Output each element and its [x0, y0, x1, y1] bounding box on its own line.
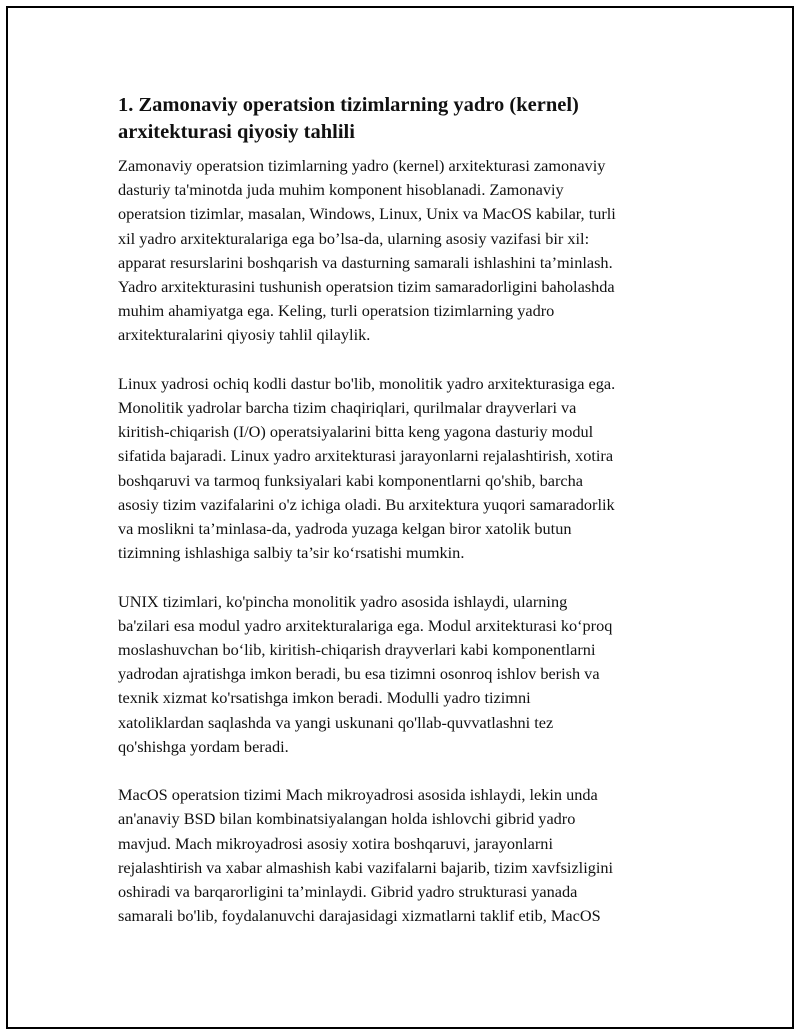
heading-line: 1. Zamonaviy operatsion tizimlarning yadro (kernel) — [118, 94, 579, 116]
text-line: Zamonaviy operatsion tizimlarning yadro (kernel) arxitekturasi zamonaviy — [118, 156, 606, 175]
text-line: muhim ahamiyatga ega. Keling, turli operatsion tizimlarning yadro — [118, 301, 555, 321]
text-line: UNIX tizimlari, ko'pincha monolitik yadro asosida ishlaydi, ularning — [118, 591, 568, 611]
text-line: moslashuvchan bo‘lib, kiritish-chiqarish drayverlari kabi komponentlarni — [118, 640, 596, 660]
text-line: kiritish-chiqarish (I/O) operatsiyalarini bitta keng yagona dasturiy modul — [118, 422, 594, 442]
text-line: sifatida bajaradi. Linux yadro arxitekturasi jarayonlarni rejalashtirish, xotira — [118, 446, 614, 466]
section-heading — [118, 92, 698, 146]
text-line: Monolitik yadrolar barcha tizim chaqiriqlari, qurilmalar drayverlari va — [118, 398, 577, 418]
text-line: an'anaviy BSD bilan kombinatsiyalangan holda ishlovchi gibrid yadro — [118, 809, 576, 829]
text-line: oshiradi va barqarorligini ta’minlaydi. Gibrid yadro strukturasi yanada — [118, 882, 578, 902]
text-line: boshqaruvi va tarmoq funksiyalari kabi komponentlarni qo'shib, barcha — [118, 470, 584, 490]
text-line: yadrodan ajratishga imkon beradi, bu esa tizimni osonroq ishlov berish va — [118, 664, 600, 684]
text-line: rejalashtirish va xabar almashish kabi vazifalarni bajarib, tizim xavfsizligini — [118, 857, 614, 877]
text-line: texnik xizmat ko'rsatishga imkon beradi. Modulli yadro tizimni — [118, 688, 531, 708]
text-line: tizimning ishlashiga salbiy ta’sir ko‘rsatishi mumkin. — [118, 543, 465, 563]
text-line: Yadro arxitekturasini tushunish operatsion tizim samaradorligini baholashda — [118, 277, 615, 297]
text-line: MacOS operatsion tizimi Mach mikroyadrosi asosida ishlaydi, lekin unda — [118, 785, 598, 805]
text-line: ba'zilari esa modul yadro arxitekturalariga ega. Modul arxitekturasi ko‘proq — [118, 615, 613, 635]
text-line: asosiy tizim vazifalarini o'z ichiga oladi. Bu arxitektura yuqori samaradorlik — [118, 494, 615, 514]
paragraph-macos — [118, 783, 698, 928]
text-line: mavjud. Mach mikroyadrosi asosiy xotira boshqaruvi, jarayonlarni — [118, 833, 553, 853]
text-line: qo'shishga yordam beradi. — [118, 736, 289, 756]
text-line: arxitekturalarini qiyosiy tahlil qilaylik. — [118, 325, 371, 345]
text-line: dasturiy ta'minotda juda muhim komponent hisoblanadi. Zamonaviy — [118, 180, 564, 200]
heading-line: arxitekturasi qiyosiy tahlili — [118, 121, 355, 143]
text-line: Linux yadrosi ochiq kodli dastur bo'lib, monolitik yadro arxitekturasiga ega. — [118, 373, 616, 393]
paragraph-linux — [118, 372, 698, 566]
text-line: operatsion tizimlar, masalan, Windows, Linux, Unix va MacOS kabilar, turli — [118, 204, 616, 224]
paragraph-unix — [118, 590, 698, 759]
text-line: apparat resurslarini boshqarish va dasturning samarali ishlashini ta’minlash. — [118, 252, 613, 272]
text-line: va moslikni ta’minlasa-da, yadroda yuzaga kelgan biror xatolik butun — [118, 519, 572, 539]
text-line: samarali bo'lib, foydalanuvchi darajasidagi xizmatlarni taklif etib, MacOS — [118, 906, 601, 926]
text-line: xatoliklardan saqlashda va yangi uskunani qo'llab-quvvatlashni tez — [118, 712, 554, 732]
document-body — [118, 92, 698, 953]
paragraph-intro — [118, 154, 698, 348]
text-line: xil yadro arxitekturalariga ega bo’lsa-da, ularning asosiy vazifasi bir xil: — [118, 228, 590, 248]
